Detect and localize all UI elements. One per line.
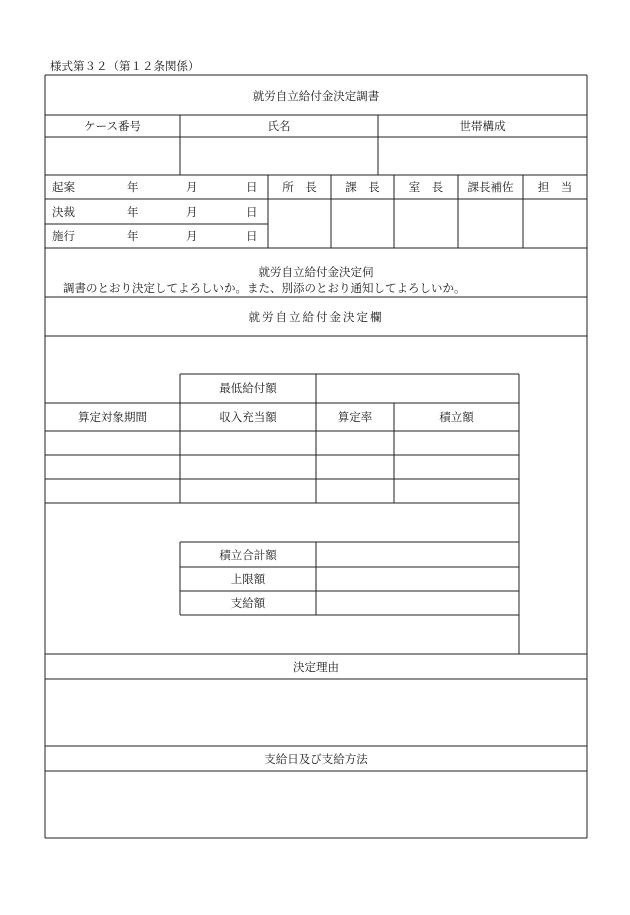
period-header: 算定対象期間 xyxy=(78,410,147,424)
payment-method-label: 支給日及び支給方法 xyxy=(264,752,368,766)
household-label: 世帯構成 xyxy=(459,119,506,133)
min-amount-label: 最低給付額 xyxy=(219,381,277,395)
limit-label: 上限額 xyxy=(230,572,266,586)
inquiry-title: 就労自立給付金決定伺 xyxy=(258,265,374,279)
approver-office-chief: 室 長 xyxy=(408,180,444,194)
name-label: 氏名 xyxy=(267,119,291,133)
approver-deputy-chief: 課長補佐 xyxy=(467,180,514,194)
enforcement-month-label: 月 xyxy=(186,229,198,243)
draft-year-label: 年 xyxy=(127,180,139,194)
reserve-total-label: 積立合計額 xyxy=(219,548,277,562)
form-number: 様式第３２（第１２条関係） xyxy=(50,59,200,73)
case-number-label: ケース番号 xyxy=(84,119,141,133)
approval-year-label: 年 xyxy=(127,205,139,219)
inquiry-body: 調書のとおり決定してよろしいか。また、別添のとおり通知してよろしいか。 xyxy=(63,281,466,295)
approval-label: 決裁 xyxy=(52,205,75,219)
rate-header: 算定率 xyxy=(337,410,373,424)
approval-month-label: 月 xyxy=(186,205,198,219)
reserve-header: 積立額 xyxy=(439,410,474,424)
decision-section-title: 就労自立給付金決定欄 xyxy=(248,310,384,324)
enforcement-label: 施行 xyxy=(52,229,75,243)
approver-section-chief: 課 長 xyxy=(345,180,380,194)
draft-day-label: 日 xyxy=(246,180,258,194)
enforcement-year-label: 年 xyxy=(127,229,139,243)
income-header: 収入充当額 xyxy=(219,410,277,424)
approval-day-label: 日 xyxy=(246,205,258,219)
draft-month-label: 月 xyxy=(186,180,198,194)
payment-amount-label: 支給額 xyxy=(230,596,266,610)
approver-director: 所 長 xyxy=(282,180,317,194)
decision-reason-label: 決定理由 xyxy=(293,660,339,674)
draft-label: 起案 xyxy=(52,180,75,194)
enforcement-day-label: 日 xyxy=(246,229,258,243)
approver-in-charge: 担 当 xyxy=(537,180,573,194)
page-title: 就労自立給付金決定調書 xyxy=(252,89,380,103)
